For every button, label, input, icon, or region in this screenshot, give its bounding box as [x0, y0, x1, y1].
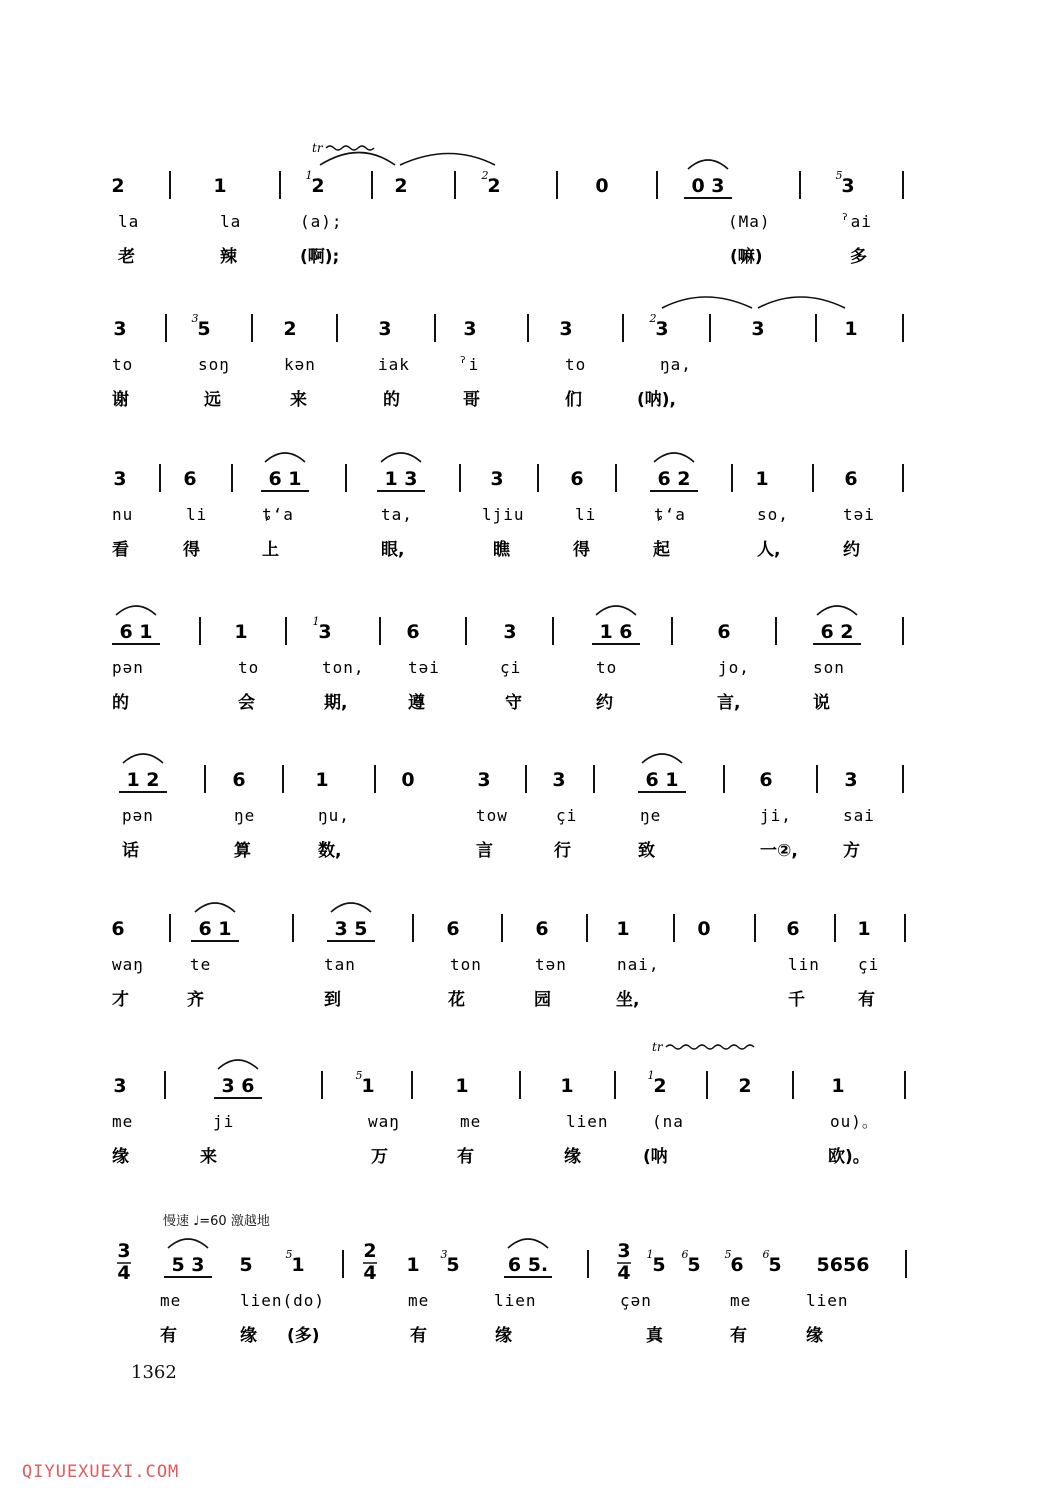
time-signature-top: 3: [617, 1240, 631, 1262]
chinese-lyric: 谢: [112, 390, 129, 410]
note: 6: [535, 918, 549, 940]
time-signature-top: 3: [117, 1240, 131, 1262]
chinese-lyric: 来: [200, 1147, 217, 1167]
pinyin-syllable: la: [220, 212, 242, 231]
note: 1: [560, 1075, 574, 1097]
tie: [758, 297, 845, 308]
note: 1: [213, 175, 227, 197]
chinese-lyric: 算: [234, 841, 251, 861]
chinese-lyric: 的: [112, 693, 129, 713]
grace-note: 5: [724, 1248, 732, 1261]
pinyin-syllable: to: [238, 658, 260, 677]
site-watermark: QIYUEXUEXI.COM: [22, 1462, 180, 1482]
chinese-lyric: 万: [371, 1147, 388, 1167]
grace-note: 5: [835, 169, 843, 182]
note: 1: [291, 1254, 305, 1276]
pinyin-syllable: kən: [284, 355, 316, 374]
slur: [381, 453, 421, 462]
trill-mark: tr: [312, 141, 323, 155]
note: 3: [463, 318, 477, 340]
note: 5: [687, 1254, 701, 1276]
chinese-lyric: 有: [457, 1147, 474, 1167]
chinese-lyric: 远: [204, 390, 221, 410]
note: 3: [552, 769, 566, 791]
chinese-lyric: 到: [324, 990, 341, 1010]
chinese-lyric: 约: [843, 540, 860, 560]
pinyin-syllable: ˀi: [458, 355, 480, 374]
pinyin-syllable: to: [565, 355, 587, 374]
chinese-lyric: 坐,: [616, 990, 640, 1010]
note: 6: [844, 468, 858, 490]
chinese-lyric: 会: [238, 693, 255, 713]
pinyin-syllable: (Ma): [728, 212, 771, 231]
pinyin-syllable: lien: [566, 1112, 609, 1131]
pinyin-syllable: ŋu,: [318, 806, 350, 825]
note: 1: [361, 1075, 375, 1097]
note: 1: [234, 621, 248, 643]
note: 1: [315, 769, 329, 791]
pinyin-syllable: (na: [652, 1112, 684, 1131]
chinese-lyric: 缘: [495, 1326, 512, 1346]
grace-note: 1: [646, 1248, 654, 1261]
grace-note: 1: [305, 169, 313, 182]
note: 3: [113, 318, 127, 340]
pinyin-syllable: waŋ: [368, 1112, 400, 1131]
note: 6: [759, 769, 773, 791]
pinyin-syllable: sai: [843, 806, 875, 825]
grace-note: 3: [440, 1248, 448, 1261]
note: 2: [394, 175, 408, 197]
grace-note: 6: [762, 1248, 770, 1261]
tempo-marking: 慢速 ♩=60 激越地: [163, 1214, 270, 1229]
chinese-lyric: 人,: [757, 540, 781, 560]
note: 1: [857, 918, 871, 940]
note: 3: [490, 468, 504, 490]
chinese-lyric: 来: [290, 390, 307, 410]
note: 0 3: [691, 175, 725, 197]
pinyin-syllable: ȶʻa: [262, 505, 294, 524]
note: 6 1: [645, 769, 679, 791]
chinese-lyric: 起: [653, 540, 670, 560]
note: 3: [378, 318, 392, 340]
note: 6: [232, 769, 246, 791]
pinyin-syllable: ton: [450, 955, 482, 974]
trill-wave: [326, 146, 374, 150]
chinese-lyric: (啊);: [300, 247, 340, 267]
note: 3: [477, 769, 491, 791]
slur: [123, 754, 163, 763]
note: 5: [239, 1254, 253, 1276]
slur: [508, 1239, 548, 1248]
pinyin-syllable: nu: [112, 505, 134, 524]
note: 6: [446, 918, 460, 940]
note: 1 2: [126, 769, 160, 791]
grace-note: 6: [681, 1248, 689, 1261]
pinyin-syllable: me: [112, 1112, 134, 1131]
note: 3 6: [221, 1075, 255, 1097]
pinyin-syllable: (a);: [300, 212, 343, 231]
slur: [654, 453, 694, 462]
chinese-lyric: 方: [843, 841, 860, 861]
pinyin-syllable: ou)。: [830, 1112, 879, 1131]
tie: [320, 153, 395, 166]
chinese-lyric: 有: [160, 1326, 177, 1346]
time-signature-bottom: 4: [117, 1262, 131, 1284]
note: 3: [844, 769, 858, 791]
grace-note: 1: [647, 1069, 655, 1082]
note: 1: [831, 1075, 845, 1097]
pinyin-syllable: me: [160, 1291, 182, 1310]
note: 6 1: [198, 918, 232, 940]
chinese-lyric: 话: [122, 841, 139, 861]
pinyin-syllable: lin: [788, 955, 820, 974]
pinyin-syllable: ljiu: [482, 505, 525, 524]
chinese-lyric: 说: [813, 693, 830, 713]
note: 6 5.: [507, 1254, 549, 1276]
pinyin-syllable: tow: [476, 806, 508, 825]
note: 6: [730, 1254, 744, 1276]
chinese-lyric: (呐: [643, 1147, 668, 1167]
pinyin-syllable: waŋ: [112, 955, 144, 974]
note: 2: [653, 1075, 667, 1097]
chinese-lyric: 瞧: [493, 540, 510, 560]
pinyin-syllable: ton,: [322, 658, 365, 677]
chinese-lyric: 有: [410, 1326, 427, 1346]
chinese-lyric: 的: [383, 390, 400, 410]
note: 1 6: [599, 621, 633, 643]
pinyin-syllable: son: [813, 658, 845, 677]
pinyin-syllable: so,: [757, 505, 789, 524]
pinyin-syllable: lien(do): [240, 1291, 326, 1310]
note: 6: [786, 918, 800, 940]
note: 6: [570, 468, 584, 490]
chinese-lyric: 花: [448, 990, 465, 1010]
note: 6: [183, 468, 197, 490]
chinese-lyric: 行: [554, 841, 571, 861]
pinyin-syllable: li: [186, 505, 208, 524]
pinyin-syllable: ȶʻa: [654, 505, 686, 524]
note: 6 2: [657, 468, 691, 490]
chinese-lyric: 看: [112, 540, 129, 560]
chinese-lyric: 齐: [187, 990, 204, 1010]
slur: [331, 903, 371, 912]
trill-wave: [666, 1045, 754, 1049]
chinese-lyric: 遵: [408, 693, 425, 713]
chinese-lyric: 园: [534, 990, 551, 1010]
pinyin-syllable: lien: [806, 1291, 849, 1310]
note: 5 3: [171, 1254, 205, 1276]
pinyin-syllable: soŋ: [198, 355, 230, 374]
note: 1 3: [384, 468, 418, 490]
chinese-lyric: 得: [573, 540, 590, 560]
grace-note: 2: [481, 169, 489, 182]
chinese-lyric: 言: [476, 841, 493, 861]
pinyin-syllable: tən: [535, 955, 567, 974]
note: 0: [401, 769, 415, 791]
note: 3: [751, 318, 765, 340]
chinese-lyric: 有: [858, 990, 875, 1010]
chinese-lyric: 数,: [318, 841, 342, 861]
tie: [662, 297, 752, 308]
pinyin-syllable: me: [408, 1291, 430, 1310]
note: 0: [697, 918, 711, 940]
chinese-lyric: 约: [596, 693, 613, 713]
slur: [642, 754, 682, 763]
note: 6: [406, 621, 420, 643]
chinese-lyric: 有: [730, 1326, 747, 1346]
chinese-lyric: 缘: [564, 1147, 581, 1167]
note: 3 5: [334, 918, 368, 940]
slur: [168, 1239, 208, 1248]
chinese-lyric: 守: [505, 693, 522, 713]
grace-note: 5: [285, 1248, 293, 1261]
pinyin-syllable: ŋa,: [660, 355, 692, 374]
slur: [195, 903, 235, 912]
chinese-lyric: 缘: [112, 1147, 129, 1167]
pinyin-syllable: to: [596, 658, 618, 677]
chinese-lyric: 欧)。: [828, 1147, 870, 1167]
pinyin-syllable: iak: [378, 355, 410, 374]
note: 6 1: [119, 621, 153, 643]
note: 0: [595, 175, 609, 197]
note: 2: [311, 175, 325, 197]
note: 3: [841, 175, 855, 197]
pinyin-syllable: to: [112, 355, 134, 374]
note: 3: [318, 621, 332, 643]
chinese-lyric: 一②,: [760, 841, 798, 861]
pinyin-syllable: təi: [843, 505, 875, 524]
pinyin-syllable: ji,: [760, 806, 792, 825]
pinyin-syllable: lien: [494, 1291, 537, 1310]
note: 2: [738, 1075, 752, 1097]
grace-note: 5: [355, 1069, 363, 1082]
slur: [218, 1060, 258, 1069]
chinese-lyric: 眼,: [381, 540, 405, 560]
slur: [688, 160, 728, 169]
chinese-lyric: 哥: [463, 390, 480, 410]
note: 6 1: [268, 468, 302, 490]
pinyin-syllable: jo,: [718, 658, 750, 677]
pinyin-syllable: nai,: [617, 955, 660, 974]
chinese-lyric: 千: [788, 990, 805, 1010]
pinyin-syllable: təi: [408, 658, 440, 677]
pinyin-syllable: çi: [500, 658, 522, 677]
note: 5656: [816, 1254, 870, 1276]
note: 1: [406, 1254, 420, 1276]
pinyin-syllable: pən: [122, 806, 154, 825]
chinese-lyric: 们: [565, 390, 582, 410]
chinese-lyric: (多): [287, 1326, 320, 1346]
pinyin-syllable: me: [460, 1112, 482, 1131]
note: 1: [455, 1075, 469, 1097]
note: 6 2: [820, 621, 854, 643]
chinese-lyric: 才: [112, 990, 129, 1010]
note: 3: [113, 468, 127, 490]
note: 1: [755, 468, 769, 490]
chinese-lyric: 期,: [324, 693, 348, 713]
chinese-lyric: 多: [850, 247, 867, 267]
pinyin-syllable: çi: [858, 955, 880, 974]
note: 2: [111, 175, 125, 197]
chinese-lyric: 辣: [220, 247, 237, 267]
chinese-lyric: (呐),: [637, 390, 676, 410]
page-number: 1362: [131, 1362, 177, 1383]
pinyin-syllable: me: [730, 1291, 752, 1310]
pinyin-syllable: ta,: [381, 505, 413, 524]
note: 3: [559, 318, 573, 340]
chinese-lyric: 上: [262, 540, 279, 560]
grace-note: 2: [649, 312, 657, 325]
tie: [400, 154, 495, 166]
grace-note: 1: [312, 615, 320, 628]
pinyin-syllable: li: [575, 505, 597, 524]
note: 3: [113, 1075, 127, 1097]
note: 2: [487, 175, 501, 197]
note: 1: [844, 318, 858, 340]
note: 5: [652, 1254, 666, 1276]
pinyin-syllable: ji: [213, 1112, 235, 1131]
pinyin-syllable: çi: [556, 806, 578, 825]
pinyin-syllable: ŋe: [234, 806, 256, 825]
chinese-lyric: 得: [183, 540, 200, 560]
grace-note: 3: [191, 312, 199, 325]
pinyin-syllable: pən: [112, 658, 144, 677]
pinyin-syllable: tan: [324, 955, 356, 974]
pinyin-syllable: te: [190, 955, 212, 974]
note: 5: [446, 1254, 460, 1276]
trill-mark: tr: [652, 1040, 663, 1054]
note: 6: [111, 918, 125, 940]
chinese-lyric: 致: [638, 841, 655, 861]
chinese-lyric: 言,: [717, 693, 741, 713]
time-signature-bottom: 4: [617, 1262, 631, 1284]
slur: [265, 453, 305, 462]
pinyin-syllable: ˀai: [840, 212, 872, 231]
note: 2: [283, 318, 297, 340]
slur: [116, 606, 156, 615]
chinese-lyric: 缘: [240, 1326, 257, 1346]
chinese-lyric: 缘: [806, 1326, 823, 1346]
note: 5: [768, 1254, 782, 1276]
time-signature-bottom: 4: [363, 1262, 377, 1284]
pinyin-syllable: ŋe: [640, 806, 662, 825]
note: 1: [616, 918, 630, 940]
chinese-lyric: (嘛): [730, 247, 763, 267]
slur: [817, 606, 857, 615]
note: 3: [655, 318, 669, 340]
pinyin-syllable: çən: [620, 1291, 652, 1310]
note: 3: [503, 621, 517, 643]
note: 6: [717, 621, 731, 643]
note: 5: [197, 318, 211, 340]
slur: [596, 606, 636, 615]
chinese-lyric: 真: [646, 1326, 663, 1346]
time-signature-top: 2: [363, 1240, 377, 1262]
chinese-lyric: 老: [118, 247, 135, 267]
pinyin-syllable: la: [118, 212, 140, 231]
